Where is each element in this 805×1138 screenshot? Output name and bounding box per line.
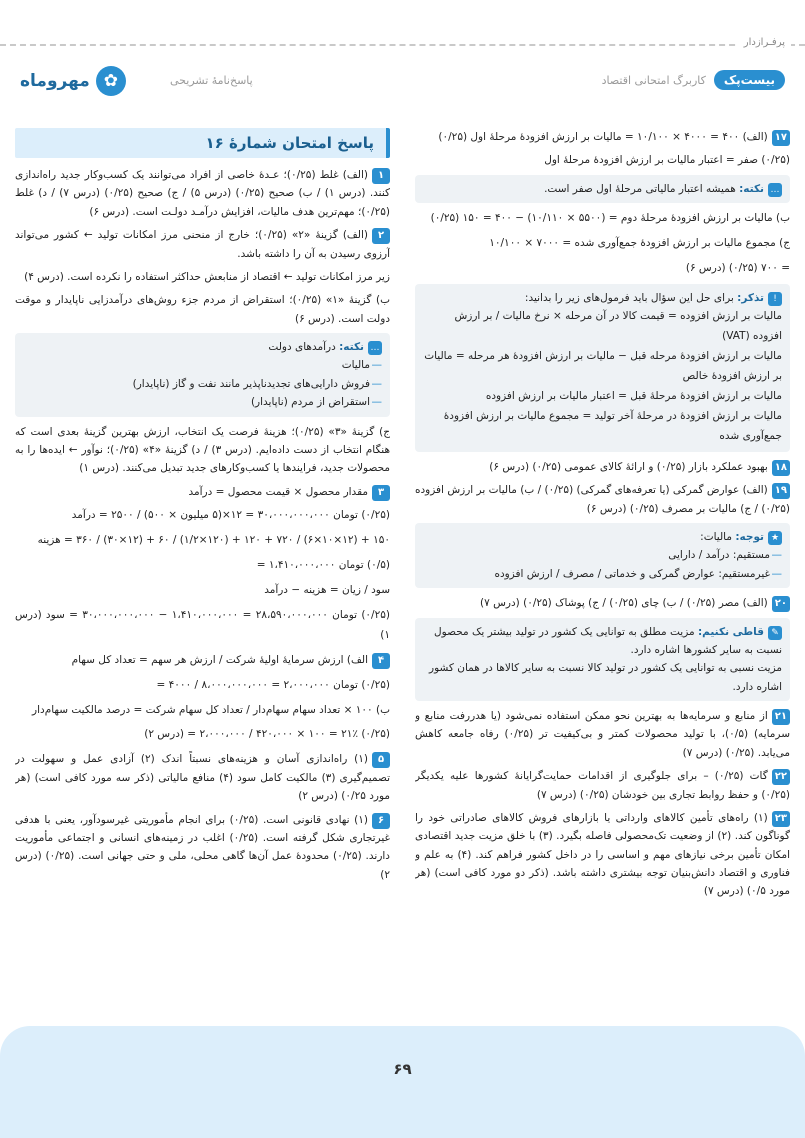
answer-4a-2: (۰/۲۵) تومان ۲،۰۰۰،۰۰۰ = ۸،۰۰۰،۰۰۰،۰۰۰ / ۴۰۰۰ = bbox=[156, 678, 390, 691]
answer-text: (الف) ۴۰۰ = ۴۰۰۰ × ۱۰/۱۰۰ = مالیات بر ارزش افزودهٔ مرحلهٔ اول (۰/۲۵) bbox=[438, 131, 768, 143]
question-number: ۲۰ bbox=[772, 596, 790, 612]
answer-text: از منابع و سرمایه‌ها به بهترین نحو ممکن استفاده نمی‌شود (یا هدررفت منابع و سرمایه) (۰/۵)، با تولید محصولات کمتر و بی‌کیفیت تر (۰/۲۵) رفاه جامعه کاهش می‌یابد. (۰/۲۵) (درس ۷) bbox=[415, 710, 790, 759]
dont-confuse-box bbox=[415, 618, 790, 702]
answer-17c: ج) مجموع مالیات بر ارزش افزودهٔ جمع‌آوری شده = ۷۰۰۰ × ۱۰/۱۰۰ bbox=[489, 237, 790, 250]
logo-text: مهروماه bbox=[20, 71, 90, 91]
answer-6 bbox=[15, 811, 390, 885]
question-number: ۲۲ bbox=[772, 769, 790, 785]
answer-23 bbox=[415, 809, 790, 901]
dont-confuse-text-2: مزیت نسبی به توانایی یک کشور در تولید کالا نسبت به سایر کالاها در همان کشور اشاره دارد. bbox=[429, 662, 782, 693]
answer-5 bbox=[15, 750, 390, 805]
attention-item: — غیرمستقیم: عوارض گمرکی و خدماتی / مصرف / ارزش افزوده bbox=[423, 565, 782, 583]
revenue-equation: (۰/۲۵) تومان ۳۰،۰۰۰،۰۰۰،۰۰۰ = ۱۲×(۵ میلیون × ۵۰۰) / ۲۵۰۰ = درآمد bbox=[71, 509, 390, 521]
attention-item: — مستقیم: درآمد / دارایی bbox=[423, 546, 782, 564]
formula: مالیات بر ارزش افزودهٔ مرحله قبل − مالیات بر ارزش افزودهٔ هر مرحله = مالیات بر ارزش افزودهٔ خالص bbox=[424, 350, 782, 383]
answer-2b: ب) گزینهٔ «۱» (۰/۲۵)؛ استقراض از مردم جزء روش‌های درآمدزایی ناپایدار و موقت دولت است. (درس ۶) bbox=[15, 294, 390, 325]
note-item: — فروش دارایی‌های تجدیدناپذیر مانند نفت و گاز (ناپایدار) bbox=[23, 375, 382, 393]
note-head: نکته: bbox=[739, 182, 764, 195]
page-number: ۶۹ bbox=[393, 1060, 412, 1078]
answer-text: بهبود عملکرد بازار (۰/۲۵) و ارائهٔ کالای عمومی (۰/۲۵) (درس ۶) bbox=[489, 460, 768, 473]
note-box bbox=[415, 175, 790, 203]
pencil-icon: ✎ bbox=[768, 626, 782, 640]
cost-equation: ۱۵۰ + (۱۲×۱۰×۶) / ۷۲۰ + ۱۲۰ + (۱۲۰×۱/۲) / ۶۰ + (۱۲×۳۰) / ۳۶۰ = هزینه bbox=[37, 533, 390, 546]
answer-4b-2: (۰/۲۵) ۲۱٪ = ۱۰۰ × ۴۲۰،۰۰۰ / ۲،۰۰۰،۰۰۰ = (درس ۲) bbox=[144, 728, 390, 741]
butterfly-icon: ✿ bbox=[96, 66, 126, 96]
profit-result: (۰/۲۵) تومان ۲۸،۵۹۰،۰۰۰،۰۰۰ = ۱،۴۱۰،۰۰۰،۰۰۰ − ۳۰،۰۰۰،۰۰۰،۰۰۰ = سود (درس ۱) bbox=[15, 608, 390, 641]
answer-key-label: پاسخ‌نامهٔ تشریحی bbox=[170, 74, 253, 87]
answer-text: الف) ارزش سرمایهٔ اولیهٔ شرکت / ارزش هر سهم = تعداد کل سهام bbox=[71, 653, 368, 666]
answer-2c: ج) گزینهٔ «۳» (۰/۲۵)؛ هزینهٔ فرصت یک انتخاب، ارزش بهترین گزینهٔ بعدی است که هنگام انتخاب از دست داده‌ایم. (درس ۳) / د) گزینهٔ «۴» (۰/۲۵)؛ نوآور ← ایده‌ها را به محصولات جدید، فرایندها یا کسب‌وکارهای جدید تبدیل می‌کنند. (درس ۱) bbox=[15, 425, 390, 475]
note-item: — استقراض از مردم (ناپایدار) bbox=[23, 393, 382, 411]
reminder-text: برای حل این سؤال باید فرمول‌های زیر را بدانید: bbox=[524, 291, 734, 304]
reminder-box bbox=[415, 284, 790, 452]
question-number: ۵ bbox=[372, 752, 390, 768]
answer-text: گات (۰/۲۵) – برای جلوگیری از اقدامات حمایت‌گرایانهٔ کشورها علیه یکدیگر (۰/۲۵) و حفظ روابط تجاری بین خودشان (۰/۲۵) (درس ۷) bbox=[415, 770, 790, 801]
answer-text: (درس ۱) / ب) صحیح (۰/۲۵) (درس ۵) / ج) صحیح (۰/۲۵) bbox=[104, 187, 366, 200]
question-number: ۱۸ bbox=[772, 460, 790, 476]
answer-text: (۱) راه‌های تأمین کالاهای وارداتی یا بازارهای فروش کالاهای صادراتی خود را گوناگون کند. (۲) از وضعیت تک‌محصولی فاصله بگیرد. (۳) با خلق مزیت جدید اقتصادی امکان تأمین برخی نیازهای مهم و اساسی را در داخل کشور فراهم کند. (۴) به علم و فناوری و اقتصاد دانش‌بنیان توجه بیشتری داشته باشد. (ذکر دو مورد کافی است) (هر مورد ۰/۵) (درس ۷) bbox=[415, 811, 790, 898]
note-box bbox=[15, 333, 390, 417]
answer-18 bbox=[415, 458, 790, 476]
dont-confuse-head: قاطی نکنیم: bbox=[697, 625, 764, 638]
attention-title: مالیات: bbox=[700, 531, 732, 543]
answer-text: (درس ۷) / د) غلط (۰/۲۵)؛ مهم‌ترین هدف مالیات، افزایش درآمـد دولـت است. (درس ۶) bbox=[15, 187, 390, 218]
book-badge: بیست‌پک bbox=[714, 70, 785, 90]
answer-text: (الف) غلط (۰/۲۵)؛ عـدهٔ خاصی از افراد می‌توانند یک کسب‌وکار جدید راه‌اندازی کنند. bbox=[15, 169, 390, 200]
exam-answer-title: پاسخ امتحان شمارهٔ ۱۶ bbox=[15, 128, 390, 158]
reminder-head: تذکر: bbox=[737, 291, 764, 304]
question-number: ۳ bbox=[372, 485, 390, 501]
formula: مالیات بر ارزش افزودهٔ مرحلهٔ قبل = اعتبار مالیات بر ارزش افزوده bbox=[485, 390, 782, 403]
question-number: ۲ bbox=[372, 228, 390, 244]
attention-head: توجه: bbox=[735, 531, 764, 543]
note-title: درآمدهای دولت bbox=[268, 341, 336, 353]
question-number: ۲۱ bbox=[772, 709, 790, 725]
note-text: همیشه اعتبار مالیاتی مرحلهٔ اول صفر است. bbox=[544, 182, 736, 195]
warning-icon: ! bbox=[768, 292, 782, 306]
page-header bbox=[20, 62, 785, 102]
book-title bbox=[602, 70, 785, 90]
question-number: ۴ bbox=[372, 653, 390, 669]
star-icon: ★ bbox=[768, 531, 782, 545]
answer-4a bbox=[15, 651, 390, 671]
answer-2a-2: زیر مرز امکانات تولید ← اقتصاد از منابعش حداکثر استفاده را نکرده است. (درس ۴) bbox=[24, 270, 390, 283]
chat-icon: … bbox=[768, 183, 782, 197]
answer-text: مقدار محصول × قیمت محصول = درآمد bbox=[188, 485, 368, 498]
answer-text: (۱) نهادی قانونی است. (۰/۲۵) برای انجام مأموریتی غیرسودآور، یعنی با هدفی غیرتجاری شکل گرفته است. (۰/۲۵) اغلب در زمینه‌های انسانی و اجتماعی مأموریت دارند. (۰/۲۵) محدودهٔ عمل آن‌ها گاهی محلی، ملی و حتی جهانی است. (۰/۲۵) (درس ۲) bbox=[15, 813, 390, 881]
top-dashed-line bbox=[0, 44, 805, 46]
answer-text: (الف) مصر (۰/۲۵) / ب) چای (۰/۲۵) / ج) پوشاک (۰/۲۵) (درس ۷) bbox=[480, 597, 768, 610]
page-footer bbox=[0, 1026, 805, 1138]
answer-3 bbox=[15, 483, 390, 501]
note-item: — مالیات bbox=[23, 356, 382, 374]
formula: مالیات بر ارزش افزودهٔ در مرحلهٔ آخر تولید = مجموع مالیات بر ارزش افزودهٔ جمع‌آوری شده bbox=[443, 410, 782, 442]
question-number: ۱۹ bbox=[772, 483, 790, 499]
chat-icon: … bbox=[368, 341, 382, 355]
brand-top-label: پرفـرازدار bbox=[738, 37, 791, 48]
answer-20 bbox=[415, 594, 790, 612]
answer-4b: ب) ۱۰۰ × تعداد سهام سهام‌دار / تعداد کل سهام شرکت = درصد مالکیت سهام‌دار bbox=[32, 703, 390, 716]
profit-formula: سود / زیان = هزینه − درآمد bbox=[264, 583, 390, 596]
answer-22 bbox=[415, 767, 790, 804]
cost-result: (۰/۵) تومان ۱،۴۱۰،۰۰۰،۰۰۰ = bbox=[256, 558, 390, 571]
right-column bbox=[415, 128, 790, 1016]
question-number: ۶ bbox=[372, 813, 390, 829]
answer-text: (الف) گزینهٔ «۲» (۰/۲۵)؛ خارج از منحنی مرز امکانات تولید ← کشور می‌تواند آرزوی رسیدن به آن را داشته باشد. bbox=[15, 229, 390, 260]
note-head: نکته: bbox=[339, 341, 364, 353]
answer-text: (۱) راه‌اندازی آسان و هزینه‌های نسبتاً اندک (۲) آزادی عمل و سهولت در تصمیم‌گیری (۳) مالکیت کامل سود (۴) منافع مالیاتی (ذکر سه مورد کافی است) (هر مورد ۰/۲۵) (درس ۲) bbox=[15, 753, 390, 803]
answer-text: (الف) عوارض گمرکی (یا تعرفه‌های گمرکی) (۰/۲۵) / ب) مالیات بر ارزش افزوده (۰/۲۵) / ج) مالیات بر مصرف (۰/۲۵) (درس ۶) bbox=[415, 484, 790, 515]
answer-17a-2: (۰/۲۵) صفر = اعتبار مالیات بر ارزش افزودهٔ مرحلهٔ اول bbox=[544, 154, 790, 167]
question-number: ۲۳ bbox=[772, 811, 790, 827]
question-number: ۱ bbox=[372, 168, 390, 184]
dont-confuse-text: مزیت مطلق به توانایی یک کشور در تولید بیشتر یک محصول نسبت به سایر کشورها اشاره دارد. bbox=[434, 625, 782, 656]
answer-19 bbox=[415, 481, 790, 518]
publisher-logo bbox=[20, 66, 126, 96]
answer-21 bbox=[415, 707, 790, 762]
answer-1 bbox=[15, 166, 390, 221]
left-column bbox=[15, 128, 390, 1016]
attention-box bbox=[415, 523, 790, 588]
formula: مالیات بر ارزش افزوده = قیمت کالا در آن مرحله × نرخ مالیات / بر ارزش افزوده (VAT) bbox=[454, 310, 782, 343]
question-number: ۱۷ bbox=[772, 130, 790, 146]
answer-17a bbox=[415, 128, 790, 146]
answer-17b: ب) مالیات بر ارزش افزودهٔ مرحلهٔ دوم = (۵۵۰۰ × ۱۰/۱۱۰) − ۴۰۰ = ۱۵۰ (۰/۲۵) bbox=[430, 212, 790, 225]
answer-17c-2: = ۷۰۰ (۰/۲۵) (درس ۶) bbox=[685, 262, 790, 274]
answer-2 bbox=[15, 226, 390, 263]
book-subtitle: کاربرگ امتحانی اقتصاد bbox=[601, 73, 706, 87]
